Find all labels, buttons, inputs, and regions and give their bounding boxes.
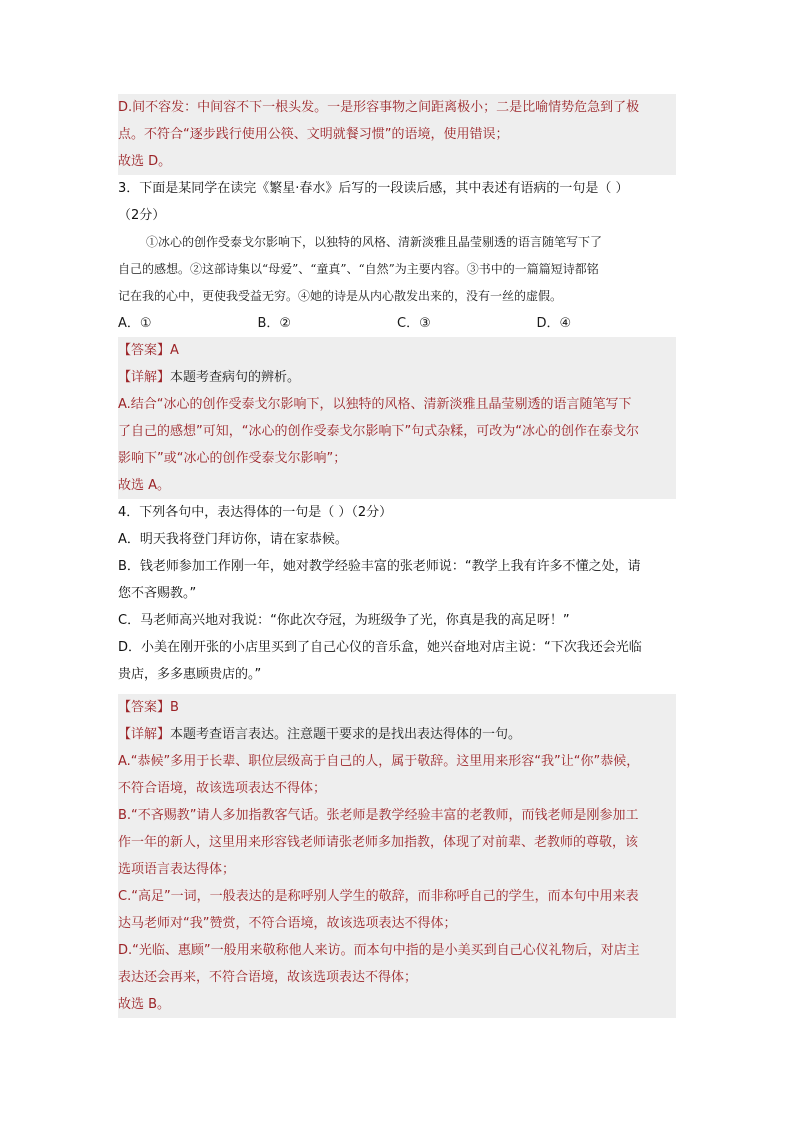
q4-option-b: B．钱老师参加工作刚一年，她对教学经验丰富的张老师说：“教学上我有许多不懂之处，请	[118, 559, 641, 574]
q4-explain-line: B.“不吝赐教”请人多加指教客气话。张老师是教学经验丰富的老教师，而钱老师是刚参加工	[118, 808, 639, 823]
q3-answer	[118, 337, 676, 364]
q4-explain-line: A.“恭候”多用于长辈、职位层级高于自己的人，属于敬辞。这里用来形容“我”让“你”恭候，	[118, 754, 640, 769]
q4-explain-line: 选项语言表达得体；	[118, 862, 236, 877]
q4-answer	[118, 694, 676, 721]
q4-explain-line: C.“高足”一词，一般表达的是称呼别人学生的敬辞，而非称呼自己的学生，而本句中用来表	[118, 889, 639, 904]
q2-explain-line: 点。不符合“逐步践行使用公筷、文明就餐习惯”的语境，使用错误；	[118, 127, 509, 142]
q4-option-b-cont: 您不吝赐教。”	[118, 586, 197, 601]
q4-explain-line: 作一年的新人，这里用来形容钱老师请张老师多加指教，体现了对前辈、老教师的尊敬，该	[118, 835, 639, 850]
q3-option-c: C．③	[397, 316, 431, 331]
answer-tag: 【答案】	[118, 700, 171, 715]
q4-explain-line: D.“光临、惠顾”一般用来敬称他人来访。而本句中指的是小美买到自己心仪礼物后，对店主	[118, 943, 640, 958]
q4-option-d-cont: 贵店，多多惠顾贵店的。”	[118, 667, 262, 682]
q4-answer-block	[118, 694, 676, 1018]
q4-option-a: A．明天我将登门拜访你，请在家恭候。	[118, 532, 348, 547]
q4-option-c: C．马老师高兴地对我说：“你此次夺冠，为班级争了光，你真是我的高足呀！”	[118, 613, 570, 628]
detail-tag: 【详解】	[118, 370, 171, 385]
document-content	[118, 94, 676, 1018]
q3-options	[118, 310, 676, 337]
q2-explain-line: D.间不容发：中间容不下一根头发。一是形容事物之间距离极小；二是比喻情势危急到了极	[118, 100, 640, 115]
q3-detail	[118, 364, 676, 391]
q3-option-d: D．④	[536, 316, 572, 331]
answer-value: A	[170, 343, 179, 358]
q2-conclusion: 故选 D。	[118, 154, 172, 169]
q4-detail	[118, 721, 676, 748]
q3-explain-line: 了自己的感想”可知，“冰心的创作受泰戈尔影响下”句式杂糅，可改为“冰心的创作在泰戈尔	[118, 424, 639, 439]
q3-explain-line: 影响下”或“冰心的创作受泰戈尔影响”；	[118, 451, 347, 466]
q3-passage-line: 记在我的心中，更使我受益无穷。④她的诗是从内心散发出来的，没有一丝的虚假。	[118, 289, 563, 303]
q3-explain-line: A.结合“冰心的创作受泰戈尔影响下，以独特的风格、清新淡雅且晶莹剔透的语言随笔写下	[118, 397, 632, 412]
q4-explain-line: 表达还会再来，不符合语境，故该选项表达不得体；	[118, 970, 418, 985]
q3-option-a: A．①	[118, 316, 152, 331]
detail-intro: 本题考查病句的辨析。	[170, 370, 301, 385]
answer-value: B	[170, 700, 179, 715]
q2-explanation-block	[118, 94, 676, 175]
detail-tag: 【详解】	[118, 727, 171, 742]
q3-score: （2分）	[118, 208, 166, 223]
q3-title: 3．下面是某同学在读完《繁星·春水》后写的一段读后感，其中表述有语病的一句是（ ）	[118, 181, 629, 196]
q4-explain-line: 达马老师对“我”赞赏，不符合语境，故该选项表达不得体；	[118, 916, 457, 931]
answer-tag: 【答案】	[118, 343, 171, 358]
q4-option-d: D．小美在刚开张的小店里买到了自己心仪的音乐盒，她兴奋地对店主说：“下次我还会光临	[118, 640, 642, 655]
q4-conclusion: 故选 B。	[118, 997, 171, 1012]
q3-conclusion: 故选 A。	[118, 478, 171, 493]
q3-passage-line: ①冰心的创作受泰戈尔影响下，以独特的风格、清新淡雅且晶莹剔透的语言随笔写下了	[146, 235, 603, 249]
q3-passage-line: 自己的感想。②这部诗集以“母爱”、“童真”、“自然”为主要内容。③书中的一篇篇短诗都铭	[118, 262, 599, 276]
q4-title: 4．下列各句中，表达得体的一句是（ ）（2分）	[118, 505, 393, 520]
q4-explain-line: 不符合语境，故该选项表达不得体；	[118, 781, 327, 796]
detail-intro: 本题考查语言表达。注意题干要求的是找出表达得体的一句。	[170, 727, 522, 742]
q3-option-b: B．②	[257, 316, 292, 331]
q3-answer-block	[118, 337, 676, 499]
